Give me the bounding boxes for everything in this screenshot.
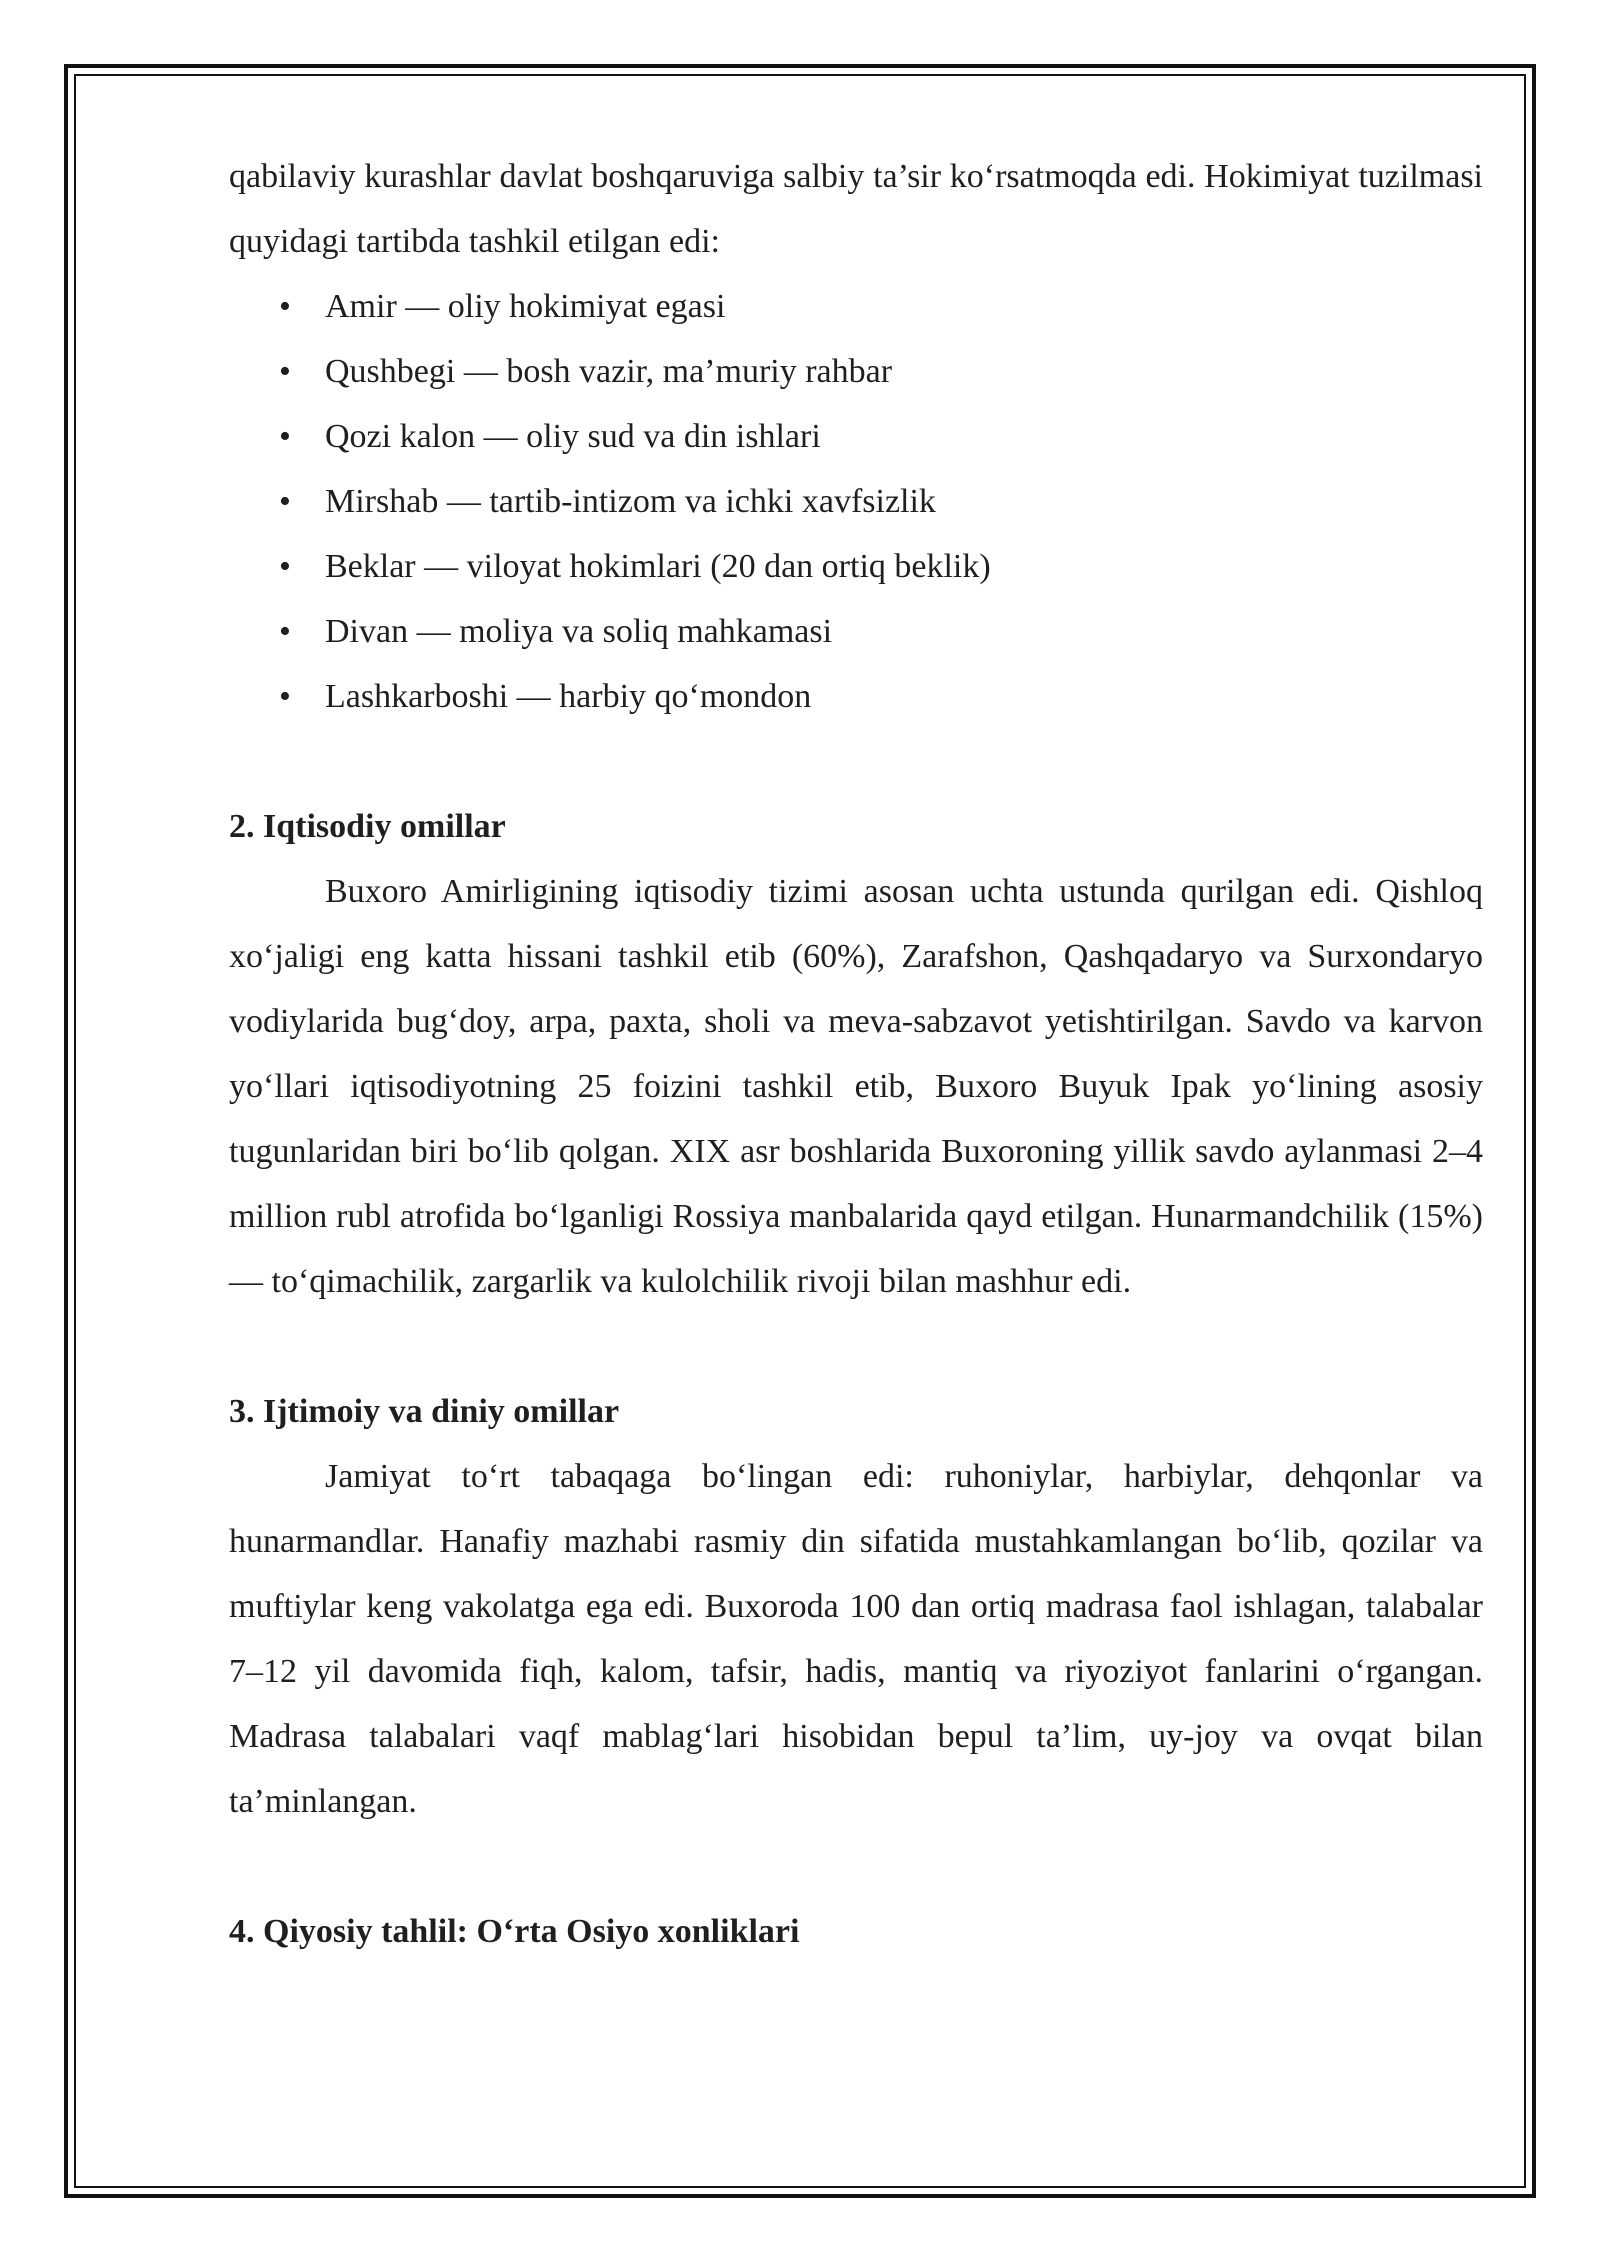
document-body bbox=[229, 144, 1483, 1964]
section-heading-comparative: 4. Qiyosiy tahlil: Oʻrta Osiyo xonliklari bbox=[229, 1913, 800, 1950]
section-heading-economic: 2. Iqtisodiy omillar bbox=[229, 808, 506, 845]
list-item-text: Lashkarboshi — harbiy qoʻmondon bbox=[325, 678, 812, 715]
list-item-text: Qozi kalon — oliy sud va din ishlari bbox=[325, 418, 821, 455]
list-item-text: Beklar — viloyat hokimlari (20 dan ortiq beklik) bbox=[325, 548, 991, 585]
bullet-icon: • bbox=[279, 288, 291, 325]
government-structure-list bbox=[229, 274, 1483, 729]
section-paragraph-social: Jamiyat toʻrt tabaqaga boʻlingan edi: ruhoniylar, harbiylar, dehqonlar va hunarmandlar. Hanafiy mazhabi rasmiy din sifatida mustahkamlangan boʻlib, qozilar va muftiylar keng vakolatga ega edi. Buxoroda 100 dan ortiq madrasa faol ishlagan, talabalar 7–12 yil davomida fiqh, kalom, tafsir, hadis, mantiq va riyoziyot fanlarini oʻrgangan. Madrasa talabalari vaqf mablagʻlari hisobidan bepul ta’lim, uy-joy va ovqat bilan ta’minlangan. bbox=[229, 1458, 1483, 1820]
list-item bbox=[229, 599, 1483, 664]
list-item bbox=[229, 664, 1483, 729]
bullet-icon: • bbox=[279, 483, 291, 520]
bullet-icon: • bbox=[279, 613, 291, 650]
list-item-text: Amir — oliy hokimiyat egasi bbox=[325, 288, 726, 325]
intro-paragraph: qabilaviy kurashlar davlat boshqaruviga salbiy ta’sir koʻrsatmoqda edi. Hokimiyat tuzilmasi quyidagi tartibda tashkil etilgan edi: bbox=[229, 158, 1483, 260]
bullet-icon: • bbox=[279, 353, 291, 390]
list-item bbox=[229, 469, 1483, 534]
section-heading-social: 3. Ijtimoiy va diniy omillar bbox=[229, 1393, 620, 1430]
bullet-icon: • bbox=[279, 548, 291, 585]
bullet-icon: • bbox=[279, 418, 291, 455]
list-item bbox=[229, 534, 1483, 599]
list-item-text: Qushbegi — bosh vazir, ma’muriy rahbar bbox=[325, 353, 893, 390]
section-paragraph-economic: Buxoro Amirligining iqtisodiy tizimi asosan uchta ustunda qurilgan edi. Qishloq xoʻjaligi eng katta hissani tashkil etib (60%), Zarafshon, Qashqadaryo va Surxondaryo vodiylarida bugʻdoy, arpa, paxta, sholi va meva-sabzavot yetishtirilgan. Savdo va karvon yoʻllari iqtisodiyotning 25 foizini tashkil etib, Buxoro Buyuk Ipak yoʻlining asosiy tugunlaridan biri boʻlib qolgan. XIX asr boshlarida Buxoroning yillik savdo aylanmasi 2–4 million rubl atrofida boʻlganligi Rossiya manbalarida qayd etilgan. Hunarmandchilik (15%) — toʻqimachilik, zargarlik va kulolchilik rivoji bilan mashhur edi. bbox=[229, 873, 1483, 1300]
list-item-text: Mirshab — tartib-intizom va ichki xavfsizlik bbox=[325, 483, 936, 520]
bullet-icon: • bbox=[279, 678, 291, 715]
list-item bbox=[229, 404, 1483, 469]
list-item bbox=[229, 339, 1483, 404]
list-item-text: Divan — moliya va soliq mahkamasi bbox=[325, 613, 833, 650]
list-item bbox=[229, 274, 1483, 339]
